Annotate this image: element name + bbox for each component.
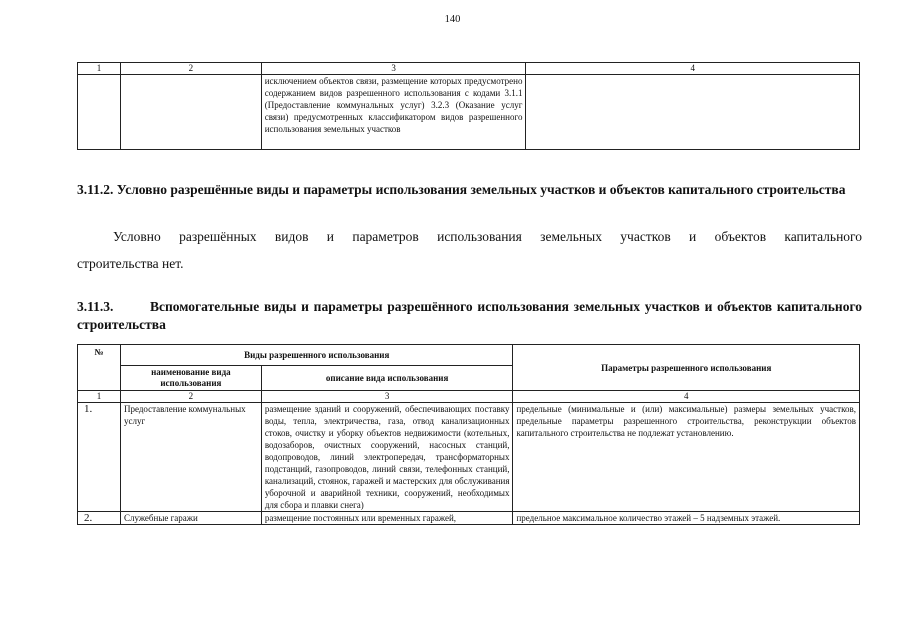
section-number: 3.11.3. [77,299,114,314]
permitted-use-table [77,344,860,525]
page-number: 140 [444,14,461,25]
col-number-1: 1 [78,391,121,403]
cell-empty [78,75,121,150]
header-params: Параметры разрешенного использования [513,345,860,391]
cell-empty [526,75,860,150]
col-number-3: 3 [261,391,513,403]
use-params: предельные (минимальные и (или) максимальные) размеры земельных участков, предельные параметры разрешенного строительства, реконструкции объектов капитального строительства не подлежат установлению. [513,403,860,512]
row-number: 2. [78,512,121,525]
section-title: Вспомогательные виды и параметры разрешённого использования земельных участков и объектов капитального строительства [77,299,862,332]
table-row [78,403,860,512]
table-header-row [78,345,860,366]
use-name: Служебные гаражи [120,512,261,525]
col-number-4: 4 [526,63,860,75]
cell-empty [120,75,261,150]
use-name: Предоставление коммунальных услуг [120,403,261,512]
table-column-numbers [78,391,860,403]
header-name: наименование вида использования [120,366,261,391]
section-heading-3-11-3 [77,298,862,334]
section-heading-3-11-2: 3.11.2. Условно разрешённые виды и параметры использования земельных участков и объектов капитального строительства [77,182,846,197]
use-description: размещение зданий и сооружений, обеспечивающих поставку воды, тепла, электричества, газа, отвод канализационных стоков, очистку и уборку объектов недвижимости (котельных, водозаборов, очистных сооружений, насосных станций, водопроводов, линий электропередач, трансформаторных подстанций, газопроводов, линий связи, телефонных станций, канализаций, стоянок, гаражей и мастерских для обслуживания уборочной и аварийной техники, сооружений, необходимых для сбора и плавки снега) [261,403,513,512]
col-number-2: 2 [120,391,261,403]
top-table-continuation [77,62,860,150]
paragraph-line-2: строительства нет. [77,256,184,271]
col-number-4: 4 [513,391,860,403]
paragraph-line-1: Условно разрешённых видов и параметров использования земельных участков и объектов капитального [113,229,862,244]
col-number-2: 2 [120,63,261,75]
col-number-3: 3 [261,63,526,75]
header-group: Виды разрешенного использования [120,345,513,366]
table-column-numbers [78,63,860,75]
use-params: предельное максимальное количество этажей – 5 надземных этажей. [513,512,860,525]
continued-description: исключением объектов связи, размещение которых предусмотрено содержанием видов разрешенного использования с кодами 3.1.1 (Предоставление коммунальных услуг) 3.2.3 (Оказание услуг связи) предусмотренных классификатором видов разрешенного использования земельных участков [261,75,526,150]
table-row [78,512,860,525]
use-description: размещение постоянных или временных гаражей, [261,512,513,525]
table-row [78,75,860,150]
header-description: описание вида использования [261,366,513,391]
header-number: № [78,345,121,391]
row-number: 1. [78,403,121,512]
col-number-1: 1 [78,63,121,75]
